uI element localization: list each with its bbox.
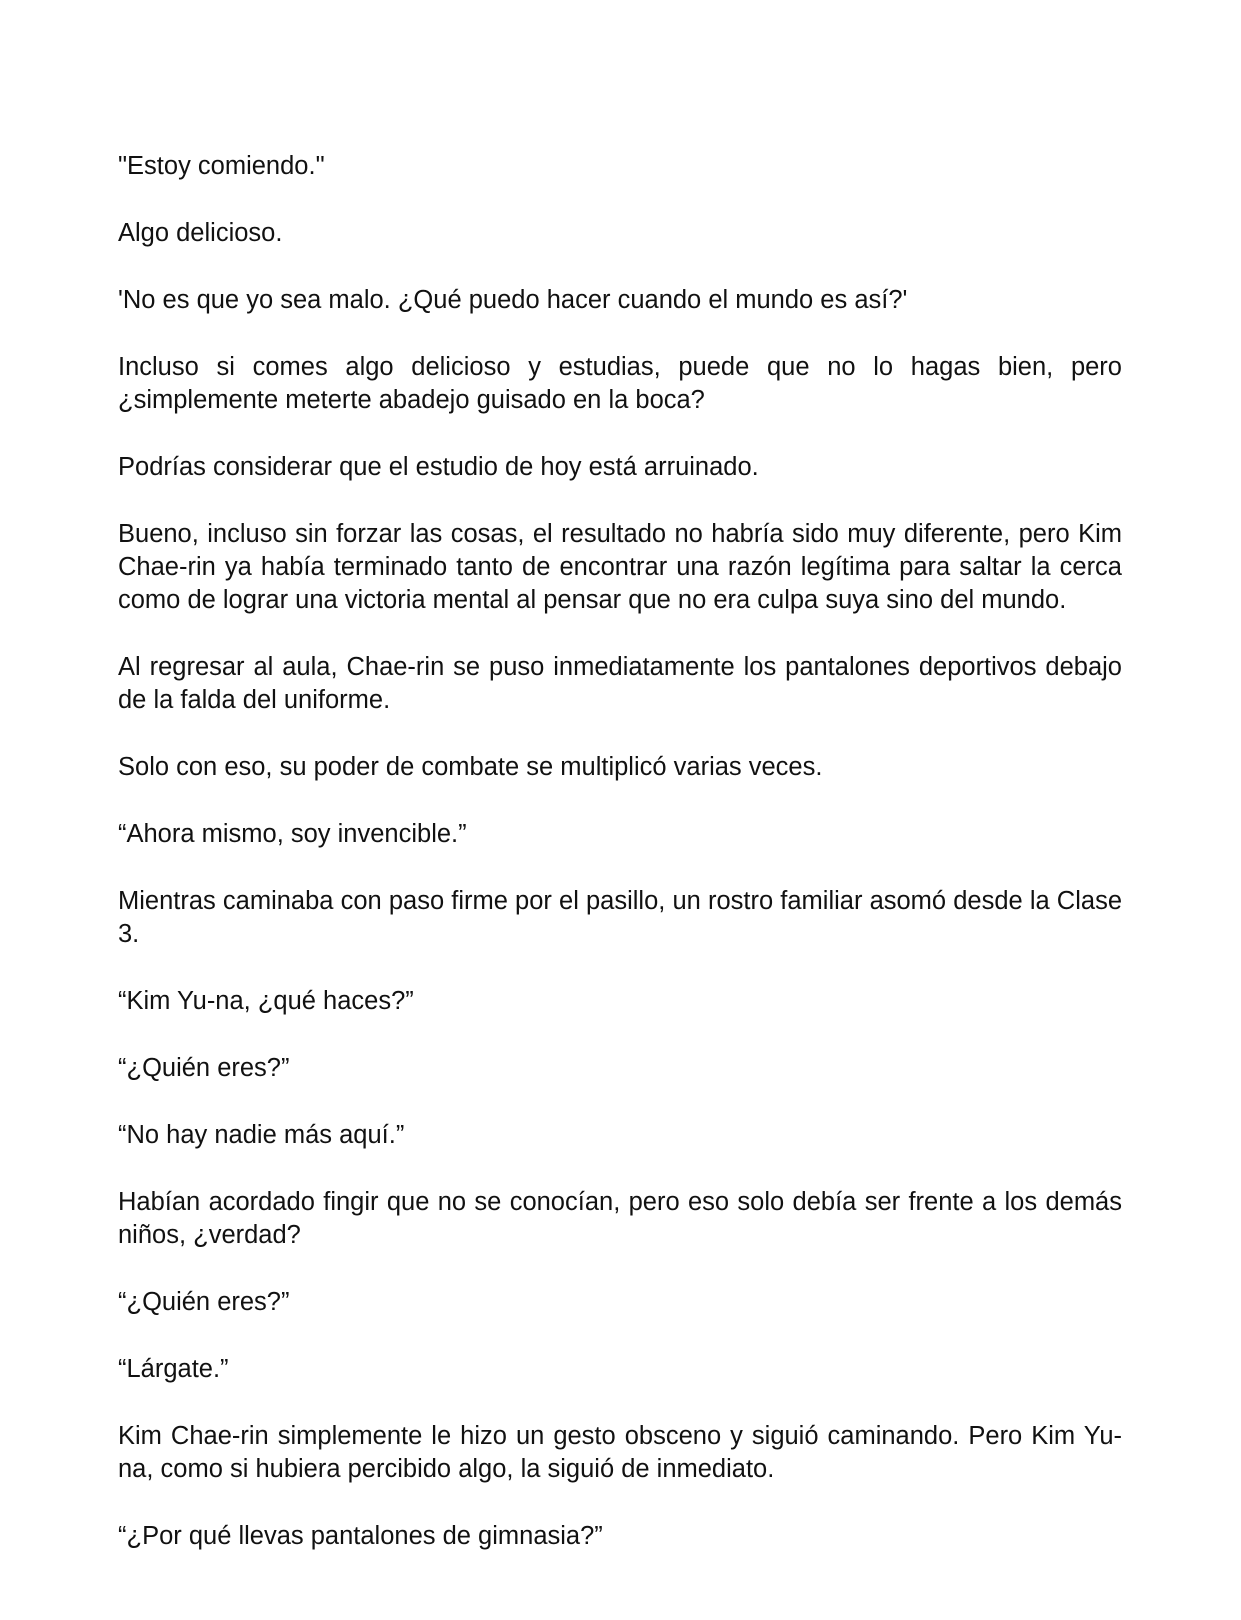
paragraph-16: “Lárgate.” (118, 1355, 229, 1383)
paragraph-4: Incluso si comes algo delicioso y estudias, puede que no lo hagas bien, pero ¿simplemente meterte abadejo guisado en la boca? (118, 353, 1122, 414)
paragraph-9: “Ahora mismo, soy invencible.” (118, 820, 467, 848)
paragraph-13: “No hay nadie más aquí.” (118, 1121, 405, 1149)
paragraph-6: Bueno, incluso sin forzar las cosas, el resultado no habría sido muy diferente, pero Kim Chae-rin ya había terminado tanto de encontrar una razón legítima para saltar la cerca como de lograr una victoria mental al pensar que no era culpa suya sino del mundo. (118, 520, 1122, 614)
paragraph-11: “Kim Yu-na, ¿qué haces?” (118, 987, 414, 1015)
paragraph-18: “¿Por qué llevas pantalones de gimnasia?” (118, 1522, 603, 1550)
paragraph-15: “¿Quién eres?” (118, 1288, 290, 1316)
paragraph-8: Solo con eso, su poder de combate se multiplicó varias veces. (118, 753, 823, 781)
paragraph-7: Al regresar al aula, Chae-rin se puso inmediatamente los pantalones deportivos debajo de la falda del uniforme. (118, 653, 1122, 714)
paragraph-5: Podrías considerar que el estudio de hoy está arruinado. (118, 453, 759, 481)
paragraph-10: Mientras caminaba con paso firme por el pasillo, un rostro familiar asomó desde la Clase 3. (118, 887, 1122, 948)
paragraph-3: 'No es que yo sea malo. ¿Qué puedo hacer cuando el mundo es así?' (118, 286, 908, 314)
paragraph-14: Habían acordado fingir que no se conocían, pero eso solo debía ser frente a los demás niños, ¿verdad? (118, 1188, 1122, 1249)
paragraph-17: Kim Chae-rin simplemente le hizo un gesto obsceno y siguió caminando. Pero Kim Yu-na, como si hubiera percibido algo, la siguió de inmediato. (118, 1422, 1122, 1483)
paragraph-1: "Estoy comiendo." (118, 152, 325, 180)
paragraph-2: Algo delicioso. (118, 219, 283, 247)
document-body (118, 150, 1122, 1587)
paragraph-12: “¿Quién eres?” (118, 1054, 290, 1082)
